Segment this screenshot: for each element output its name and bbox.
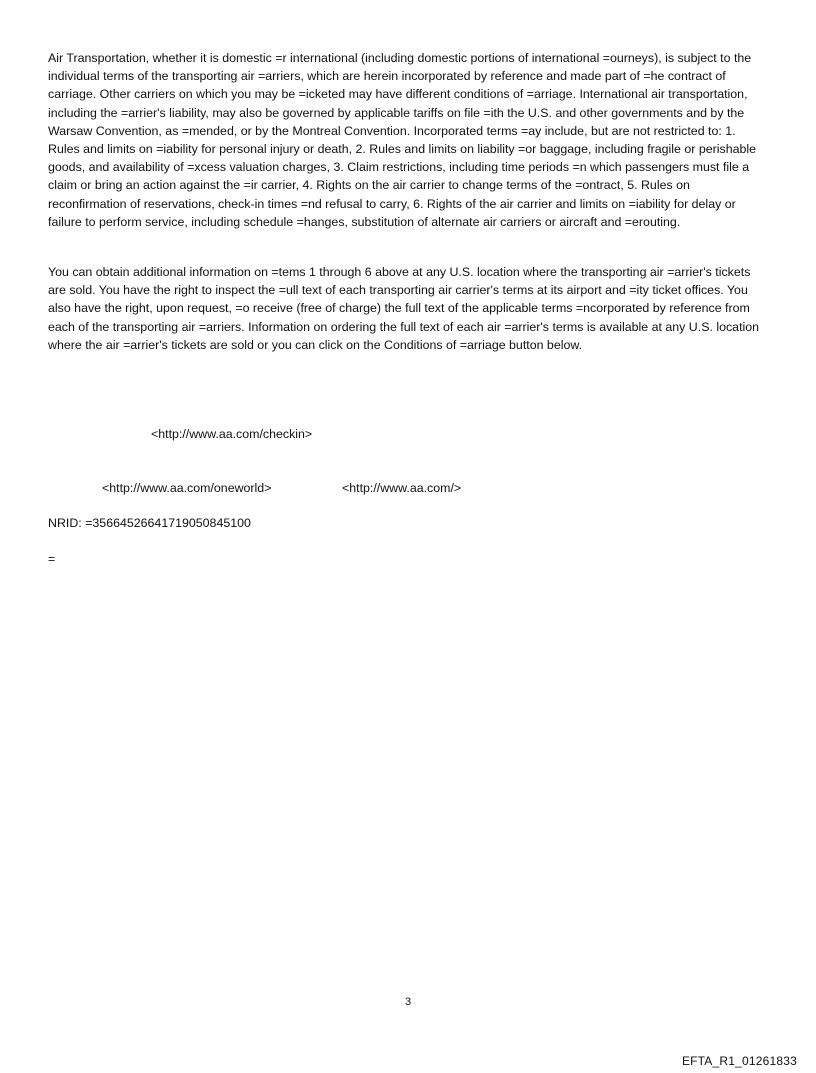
additional-information-paragraph: You can obtain additional information on =tems 1 through 6 above at any U.S. location where the transporting air =arrier's tickets are sold. You have the right to inspect the =ull text of each transporting air carrier's terms at its airport and =ity ticket offices. You also have the right, upon request, =o receive (free of charge) the full text of the applicable terms =ncorporated by reference from each of the transporting air =arriers. Information on ordering the full text of each air =arrier's terms is available at any U.S. location where the air =arrier's tickets are sold or you can click on the Conditions of =arriage button below.	[48, 265, 760, 352]
stray-equals-character: =	[48, 552, 56, 566]
checkin-link[interactable]: <http://www.aa.com/checkin>	[151, 427, 313, 441]
oneworld-link[interactable]: <http://www.aa.com/oneworld>	[102, 481, 272, 495]
nrid-text: NRID: =35664526641719050845100	[48, 516, 251, 530]
aa-home-link[interactable]: <http://www.aa.com/>	[342, 481, 462, 495]
carriage-terms-paragraph: Air Transportation, whether it is domestic =r international (including domestic portions of international =ourneys), is subject to the individual terms of the transporting air =arriers, which are herein incorporated by reference and made part of =he contract of carriage. Other carriers on which you may be =icketed may have different conditions of =arriage. International air transportation, including the =arrier's liability, may also be governed by applicable tariffs on file =ith the U.S. and other governments and by the Warsaw Convention, as =mended, or by the Montreal Convention. Incorporated terms =ay include, but are not restricted to: 1. Rules and limits on =iability for personal injury or death, 2. Rules and limits on liability =or baggage, including fragile or perishable goods, and availability of =xcess valuation charges, 3. Claim restrictions, including time periods =n which passengers must file a claim or bring an action against the =ir carrier, 4. Rights on the air carrier to change terms of the =ontract, 5. Rules on reconfirmation of reservations, check-in times =nd refusal to carry, 6. Rights of the air carrier and limits on =iability for delay or failure to perform service, including schedule =hanges, substitution of alternate air carriers or aircraft and =erouting.	[48, 51, 757, 229]
page-number: 3	[404, 996, 412, 1008]
bates-number: EFTA_R1_01261833	[681, 1054, 797, 1068]
